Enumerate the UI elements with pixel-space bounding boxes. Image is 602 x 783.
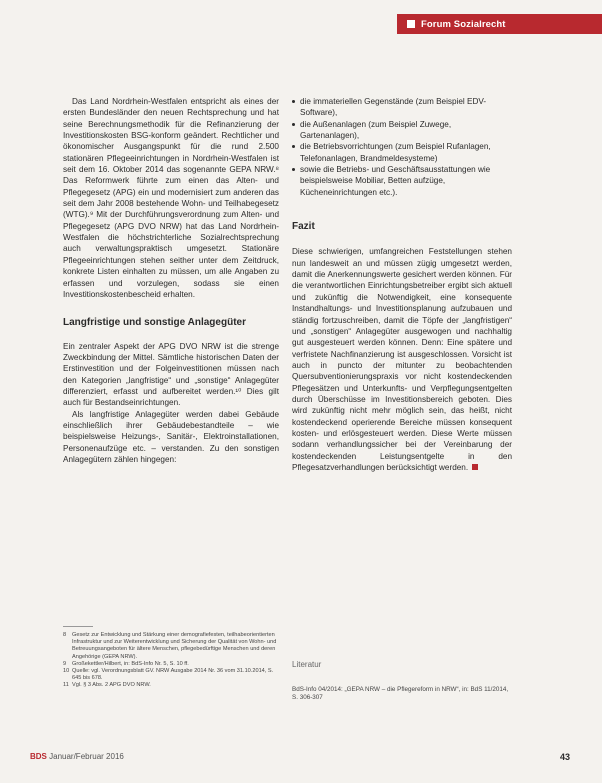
journal-issue: Januar/Februar 2016 bbox=[49, 752, 124, 761]
journal-brand: BDS bbox=[30, 752, 47, 761]
footnote-item bbox=[63, 632, 279, 661]
square-icon bbox=[407, 20, 415, 28]
section-title: Forum Sozialrecht bbox=[421, 18, 506, 30]
footnote-number: 11 bbox=[63, 682, 69, 689]
section-heading-anlagegueter: Langfristige und sonstige Anlagegüter bbox=[63, 317, 246, 329]
footnote-item bbox=[63, 668, 279, 682]
literature-title: Literatur bbox=[292, 660, 322, 669]
section-heading-fazit: Fazit bbox=[292, 221, 315, 233]
page-footer bbox=[30, 752, 124, 761]
list-item: sowie die Betriebs- und Geschäftsausstattungen wie beispielsweise Mobiliar, Betten aufzüge, Kücheneinrichtungen etc.). bbox=[292, 164, 512, 198]
section-header-bar bbox=[397, 14, 602, 34]
bullet-list bbox=[292, 96, 512, 198]
fazit-paragraph bbox=[292, 246, 512, 473]
paragraph-zweckbindung: Ein zentraler Aspekt der APG DVO NRW ist die strenge Zweckbindung der Mittel. Sämtliche historischen Daten der Erstinvestition und der Folgeinvestitionen müssen nach den Kategorien „langfristige“ und „sonstige“ Anlagegüter differenziert, erfasst und aufbereitet werden.¹⁰ Dies gilt auch für Bestandseinrichtungen. bbox=[63, 341, 279, 408]
fazit-text: Diese schwierigen, umfangreichen Feststellungen stehen nun landesweit an und müssen zügig umgesetzt werden, damit die Anerkennungswerte gesichert werden können. Für die verantwortlichen Einrichtungsbetreiber ergibt sich aktuell und zukünftig die Notwendigkeit, eine konsequente Instandhaltungs- und Investitionsplanung aufzubauen und ständig fortzuschreiben, damit die Töpfe der „langfristigen“ und „sonstigen“ Anlagegüter ausgewogen und nachhaltig gut ausgesteuert werden können. Denn: Eine spätere und verfristete Nachfinanzierung ist ausgeschlossen. Vorsicht ist auch in puncto der mitunter zu beobachtenden Quersubventionierungspraxis vor nicht kostendeckenden Pflegesätzen und Unterkunfts- und Verpflegungsentgelten durch Überschüsse im Investitionsbereich geboten. Dies wird zukünftig nicht mehr möglich sein, das heißt, nicht kostendeckend operierende Bereiche müssen konsequent kosten- und erlösgesteuert werden. Diese Werte müssen sodann verhandlungssicher bei der Vereinbarung der kostendeckenden Leistungsentgelte in den Pflegesatzverhandlungen berücksichtigt werden. bbox=[292, 247, 512, 472]
paragraph-langfristige: Als langfristige Anlagegüter werden dabei Gebäude einschließlich ihrer Gebäudebestandteile – wie beispielsweise Heizungs-, Sanitär-, Elektroinstallationen, Personenaufzüge etc. – verstanden. Zu den sonstigen Anlagegütern zählen hingegen: bbox=[63, 409, 279, 464]
footnote-text: Gesetz zur Entwicklung und Stärkung einer demografiefesten, teilhabeorientierten Infrastruktur und zur Weiterentwicklung und Sicherung der Qualität von Wohn- und Betreuungsangeboten für ältere Menschen, pflegebedürftige Menschen und deren Angehörige (GEPA NRW). bbox=[72, 632, 277, 660]
right-column bbox=[292, 96, 512, 473]
footnotes bbox=[63, 632, 279, 690]
footnote-item bbox=[63, 682, 279, 689]
left-column bbox=[63, 96, 279, 465]
footnote-number: 10 bbox=[63, 668, 70, 675]
list-item: die Außenanlagen (zum Beispiel Zuwege, Gartenanlagen), bbox=[292, 119, 512, 142]
footnote-text: Großekettler/Hilbert, in: BdS-Info Nr. 5, S. 10 ff. bbox=[72, 660, 189, 667]
footnote-text: Quelle: vgl. Verordnungsblatt GV. NRW Ausgabe 2014 Nr. 36 vom 31.10.2014, S. 645 bis 678. bbox=[72, 668, 274, 682]
footnote-number: 8 bbox=[63, 632, 67, 638]
literature-text: BdS-Info 04/2014: „GEPA NRW – die Pflegereform in NRW“, in: BdS 11/2014, S. 306-307 bbox=[292, 686, 509, 701]
end-square-icon bbox=[472, 464, 478, 470]
list-item: die immateriellen Gegenstände (zum Beispiel EDV-Software), bbox=[292, 96, 512, 119]
footnote-text: Vgl. § 3 Abs. 2 APG DVO NRW. bbox=[72, 682, 151, 689]
footnote-divider bbox=[63, 626, 93, 627]
page-number: 43 bbox=[560, 752, 571, 762]
intro-paragraph: Das Land Nordrhein-Westfalen entspricht als eines der ersten Bundesländer den neuen Rechtsprechung und hat seine Berechnungsmethodik für die Refinanzierung der Investitionskosten BSG-konform geändert. Rechtlicher und ökonomischer Ausgangspunkt für die rund 2.500 stationären Pflegeeinrichtungen in Nordrhein-Westfalen ist seit dem 16. Oktober 2014 das sogenannte GEPA NRW.⁸ Das Reformwerk führte zum einen das Alten- und Pflegegesetz (APG) ein und modernisiert zum anderen das seit dem Jahr 2008 bestehende Wohn- und Teilhabegesetz (WTG).⁹ Mit der Durchführungsverordnung zum Alten- und Pflegegesetz (APG DVO NRW) hat das Land Nordrhein-Westfalen die höchstrichterliche Sozialrechtsprechung auch verwaltungspraktisch umgesetzt. Stationäre Pflegeeinrichtungen stehen seither unter dem Zeitdruck, konkrete Listen einhalten zu müssen, um alle Angaben zu erfassen und vorzulegen, sodass sie einen Investitionskostenbescheid erhalten. bbox=[63, 97, 279, 299]
list-item: die Betriebsvorrichtungen (zum Beispiel Rufanlagen, Telefonanlagen, Brandmeldesysteme) bbox=[292, 141, 512, 164]
footnote-number: 9 bbox=[63, 660, 67, 667]
footnote-item bbox=[63, 661, 279, 668]
